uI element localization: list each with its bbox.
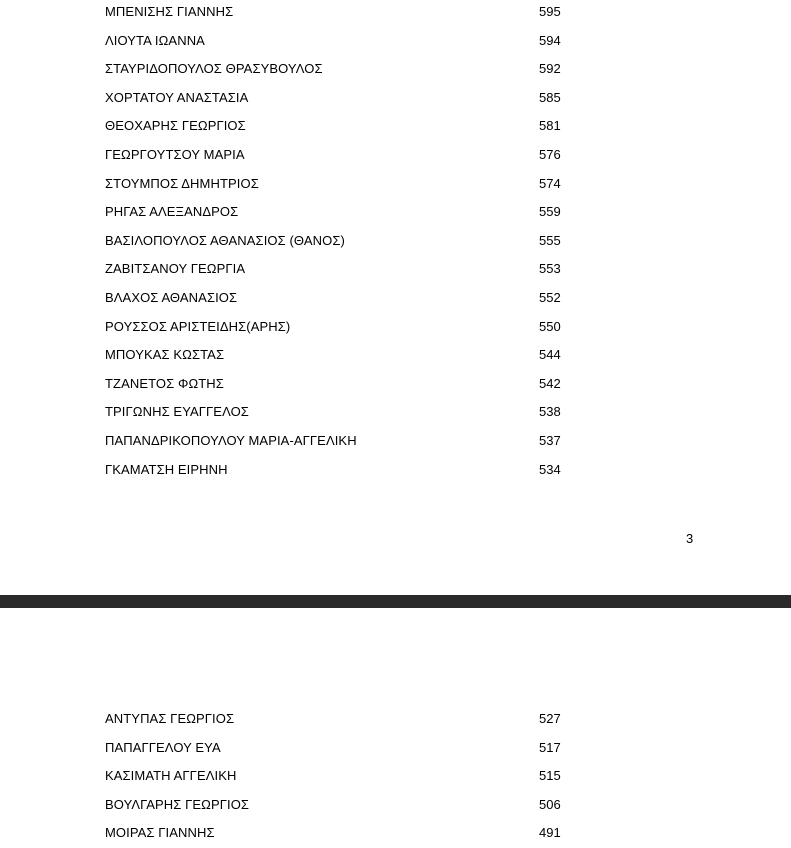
candidate-name: ΡΗΓΑΣ ΑΛΕΞΑΝΔΡΟΣ [105,204,239,220]
table-row [0,2,791,22]
vote-count: 552 [539,290,561,305]
vote-count: 592 [539,61,561,77]
candidate-name: ΓΚΑΜΑΤΣΗ ΕΙΡΗΝΗ [105,461,228,477]
table-row [0,460,791,480]
table-row [0,59,791,79]
table-row [0,402,791,422]
vote-count: 576 [539,147,561,162]
table-row [0,145,791,165]
candidate-name: ΓΕΩΡΓΟΥΤΣΟΥ ΜΑΡΙΑ [105,147,245,162]
candidate-name: ΤΡΙΓΩΝΗΣ ΕΥΑΓΓΕΛΟΣ [105,404,249,420]
candidate-name: ΜΠΕΝΙΣΗΣ ΓΙΑΝΝΗΣ [105,4,234,19]
vote-count: 544 [539,347,561,363]
vote-count: 559 [539,204,561,220]
candidate-name: ΒΟΥΛΓΑΡΗΣ ΓΕΩΡΓΙΟΣ [105,796,250,812]
vote-count: 527 [539,711,561,726]
candidate-name: ΑΝΤΥΠΑΣ ΓΕΩΡΓΙΟΣ [105,711,235,726]
vote-count: 537 [539,433,561,448]
table-row [0,31,791,51]
candidate-name: ΖΑΒΙΤΣΑΝΟΥ ΓΕΩΡΓΙΑ [105,261,246,277]
table-row [0,795,791,815]
candidate-name: ΡΟΥΣΣΟΣ ΑΡΙΣΤΕΙΔΗΣ(ΑΡΗΣ) [105,318,291,334]
vote-count: 515 [539,768,561,784]
candidate-name: ΒΑΣΙΛΟΠΟΥΛΟΣ ΑΘΑΝΑΣΙΟΣ (ΘΑΝΟΣ) [105,232,345,248]
page-number: 3 [686,531,694,546]
candidate-name: ΠΑΠΑΝΔΡΙΚΟΠΟΥΛΟΥ ΜΑΡΙΑ-ΑΓΓΕΛΙΚΗ [105,433,357,448]
table-row [0,116,791,136]
vote-count: 553 [539,261,561,277]
table-row [0,823,791,843]
candidate-name: ΤΖΑΝΕΤΟΣ ΦΩΤΗΣ [105,375,224,391]
candidate-name: ΜΠΟΥΚΑΣ ΚΩΣΤΑΣ [105,347,225,363]
table-row [0,374,791,394]
document-page-bottom [0,608,791,848]
candidate-name: ΣΤΟΥΜΠΟΣ ΔΗΜΗΤΡΙΟΣ [105,175,259,191]
table-row [0,345,791,365]
table-row [0,288,791,308]
vote-count: 585 [539,89,561,105]
candidate-name: ΛΙΟΥΤΑ ΙΩΑΝΝΑ [105,32,205,48]
vote-count: 595 [539,4,561,19]
candidate-name: ΒΛΑΧΟΣ ΑΘΑΝΑΣΙΟΣ [105,290,238,305]
vote-count: 491 [539,825,561,841]
vote-count: 574 [539,175,561,191]
vote-count: 542 [539,375,561,391]
table-row [0,766,791,786]
vote-count: 534 [539,461,561,477]
vote-count: 506 [539,796,561,812]
vote-count: 517 [539,739,561,755]
candidate-name: ΘΕΟΧΑΡΗΣ ΓΕΩΡΓΙΟΣ [105,118,246,134]
vote-count: 555 [539,232,561,248]
candidate-name: ΠΑΠΑΓΓΕΛΟΥ ΕΥΑ [105,739,221,755]
candidate-name: ΜΟΙΡΑΣ ΓΙΑΝΝΗΣ [105,825,215,841]
vote-count: 594 [539,32,561,48]
vote-count: 538 [539,404,561,420]
table-row [0,317,791,337]
table-row [0,738,791,758]
table-row [0,709,791,729]
table-row [0,174,791,194]
candidate-name: ΧΟΡΤΑΤΟΥ ΑΝΑΣΤΑΣΙΑ [105,89,249,105]
page-separator [0,595,791,608]
table-row [0,231,791,251]
vote-count: 550 [539,318,561,334]
table-row [0,259,791,279]
table-row [0,88,791,108]
table-row [0,431,791,451]
vote-count: 581 [539,118,561,134]
table-row [0,202,791,222]
candidate-name: ΣΤΑΥΡΙΔΟΠΟΥΛΟΣ ΘΡΑΣΥΒΟΥΛΟΣ [105,61,323,77]
candidate-name: ΚΑΣΙΜΑΤΗ ΑΓΓΕΛΙΚΗ [105,768,237,784]
